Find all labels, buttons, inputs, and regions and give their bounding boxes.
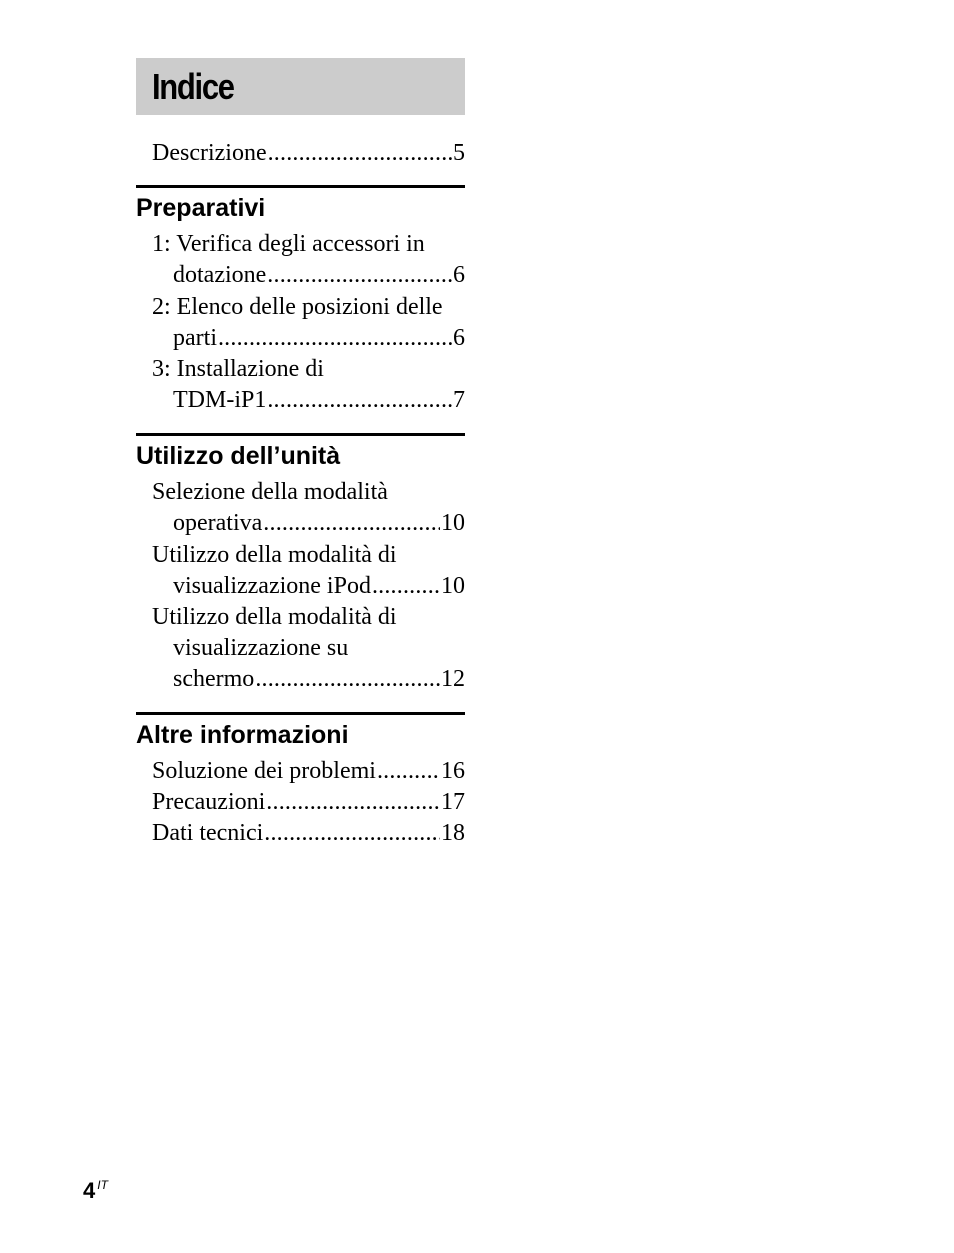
toc-entry-label-cont: TDM-iP1 — [173, 387, 267, 413]
toc-entry[interactable] — [136, 787, 465, 818]
section-rule — [136, 712, 465, 715]
toc-entry-label: 1: Verifica degli accessori in — [152, 231, 425, 257]
toc-entry[interactable] — [136, 540, 465, 602]
toc-entry[interactable] — [136, 756, 465, 787]
toc-page-number: 12 — [441, 666, 465, 692]
toc-entry[interactable] — [136, 292, 465, 354]
section-heading-utilizzo: Utilizzo dell’unità — [136, 442, 341, 470]
dot-leader — [264, 818, 440, 849]
section-heading-altre-informazioni: Altre informazioni — [136, 721, 349, 749]
toc-entry-label-cont: dotazione — [173, 262, 267, 288]
toc-entry-label-cont: visualizzazione iPod — [173, 573, 371, 599]
toc-entry-label: Dati tecnici — [152, 820, 264, 846]
toc-entry-label-cont: parti — [173, 325, 217, 351]
toc-entry[interactable] — [136, 818, 465, 849]
title-banner — [136, 58, 465, 115]
toc-entry[interactable] — [136, 229, 465, 291]
toc-entry-label: Utilizzo della modalità di — [152, 604, 397, 630]
dot-leader — [377, 756, 440, 787]
toc-page-number: 7 — [453, 387, 465, 413]
toc-entry[interactable] — [136, 602, 465, 695]
toc-page-number: 17 — [441, 789, 465, 815]
toc-page-number: 18 — [441, 820, 465, 846]
section-heading-preparativi: Preparativi — [136, 194, 266, 222]
toc-entry-label: 3: Installazione di — [152, 356, 324, 382]
dot-leader — [255, 664, 440, 695]
dot-leader — [267, 385, 452, 416]
dot-leader — [263, 508, 440, 539]
toc-entry[interactable] — [136, 354, 465, 416]
folio-language-code: IT — [97, 1178, 108, 1192]
toc-entry-label-cont: schermo — [173, 666, 255, 692]
toc-page-number: 5 — [453, 140, 465, 166]
toc-entry-label: Selezione della modalità — [152, 479, 388, 505]
section-rule — [136, 433, 465, 436]
toc-entry-label-cont: visualizzazione su — [173, 635, 349, 661]
dot-leader — [372, 571, 440, 602]
dot-leader — [266, 787, 440, 818]
page-folio — [83, 1178, 108, 1204]
toc-entry-label: 2: Elenco delle posizioni delle — [152, 294, 443, 320]
folio-number: 4 — [83, 1178, 96, 1203]
dot-leader — [268, 138, 452, 169]
toc-page-number: 10 — [441, 510, 465, 536]
dot-leader — [218, 323, 452, 354]
toc-entry-label: Precauzioni — [152, 789, 266, 815]
toc-entry-label-cont: operativa — [173, 510, 263, 536]
toc-entry-label: Soluzione dei problemi — [152, 758, 376, 784]
dot-leader — [267, 260, 452, 291]
page-title: Indice — [152, 66, 234, 107]
toc-page-number: 6 — [453, 325, 465, 351]
toc-page-number: 10 — [441, 573, 465, 599]
toc-page-number: 16 — [441, 758, 465, 784]
toc-entry-label: Utilizzo della modalità di — [152, 542, 397, 568]
toc-entry[interactable] — [136, 477, 465, 539]
section-rule — [136, 185, 465, 188]
toc-entry-label: Descrizione — [152, 140, 267, 166]
toc-page-number: 6 — [453, 262, 465, 288]
toc-entry-descrizione[interactable] — [136, 138, 465, 169]
